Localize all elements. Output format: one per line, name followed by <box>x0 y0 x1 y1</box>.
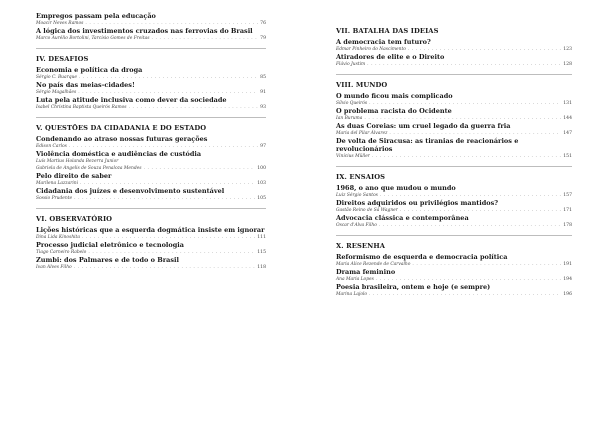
toc-section <box>336 235 572 298</box>
toc-section <box>336 166 572 229</box>
leader-dots <box>79 74 258 81</box>
entry-author: Gabriela de Angelis de Souza Penaloza Mendes <box>36 166 142 171</box>
page-number: 196 <box>563 292 572 297</box>
entry-author: Tiago Carneiro Rabelo <box>36 250 87 255</box>
entry-author: Vinícius Müller <box>336 154 370 159</box>
toc-section <box>36 208 266 271</box>
toc-section <box>336 74 572 160</box>
page-number: 85 <box>260 75 266 80</box>
entry-author: Gastão Reino de Sá Wagner <box>336 208 398 213</box>
entry-author-line <box>36 143 266 150</box>
leader-dots <box>78 89 258 96</box>
entry-title: Luta pela atitude inclusiva como dever da sociedade <box>36 96 227 104</box>
entry-author: Sérgio Magalhães <box>36 90 77 95</box>
entry-author-line <box>336 207 572 214</box>
entry-author-line <box>36 74 266 81</box>
toc-entry[interactable] <box>36 172 266 187</box>
page-number: 171 <box>563 208 572 213</box>
entry-author: Ana Maria Lopes <box>336 277 374 282</box>
section-divider <box>336 235 572 236</box>
page-number: 105 <box>257 196 266 201</box>
page-number: 123 <box>563 47 572 52</box>
leader-dots <box>69 143 258 150</box>
entry-author: Luís Martius Holanda Bezerra Junior <box>36 159 119 164</box>
entry-title: O problema racista do Ocidente <box>336 107 452 115</box>
entry-author: Isabel Christina Baptista Queirós Ramos <box>36 105 127 110</box>
leader-dots <box>369 291 561 298</box>
leader-dots <box>372 153 561 160</box>
entry-title: A lógica dos investimentos cruzados nas ferrovias do Brasil <box>36 27 253 35</box>
toc-section <box>36 117 266 202</box>
page-number: 103 <box>257 181 266 186</box>
page-number: 147 <box>563 131 572 136</box>
section-divider <box>36 48 266 49</box>
entry-author: Oscar d'Alva Filho <box>336 223 377 228</box>
entry-author-line <box>36 89 266 96</box>
leader-dots <box>380 192 561 199</box>
entry-author: Dina Lida Kinoshita <box>36 235 80 240</box>
leader-dots <box>408 46 561 53</box>
entry-author: Maria del Pilar Álvarez <box>336 131 388 136</box>
entry-author-line <box>36 20 266 27</box>
entry-title: Poesia brasileira, ontem e hoje (e sempre) <box>336 283 491 291</box>
entry-author-line <box>36 180 266 187</box>
toc-entry[interactable] <box>336 253 572 268</box>
entry-title: No país das meias-cidades! <box>36 81 135 89</box>
entry-author: Luiz Sérgio Santos <box>336 193 378 198</box>
toc-entry[interactable] <box>36 27 266 42</box>
section-title: IX. ENSAIOS <box>336 173 386 181</box>
entry-author: Sílvio Queirós <box>336 101 368 106</box>
entry-title: Reformismo de esquerda e democracia política <box>336 253 508 261</box>
page-number: 157 <box>563 193 572 198</box>
entry-author-line <box>36 234 266 241</box>
entry-author-line <box>336 46 572 53</box>
entry-title: Violência doméstica e audiências de custódia <box>36 150 202 158</box>
leader-dots <box>85 20 258 27</box>
entry-title: Economia e política da droga <box>36 66 143 74</box>
page-number: 91 <box>260 90 266 95</box>
section-title: VII. BATALHA DAS IDEIAS <box>336 27 439 35</box>
entry-title: Direitos adquiridos ou privilégios mantidos? <box>336 199 499 207</box>
toc-entry[interactable] <box>36 150 266 172</box>
leader-dots <box>400 207 561 214</box>
leader-dots <box>74 264 256 271</box>
entry-author: Maria Alice Rezende de Carvalho <box>336 262 411 267</box>
toc-entry[interactable] <box>36 81 266 96</box>
entry-author: Flávio Justim <box>336 62 366 67</box>
entry-title: Drama feminino <box>336 268 396 276</box>
section-title: IV. DESAFIOS <box>36 55 89 63</box>
toc-entry[interactable] <box>36 135 266 150</box>
page-number: 191 <box>563 262 572 267</box>
page-number: 111 <box>257 235 266 240</box>
toc-entry[interactable] <box>336 38 572 53</box>
section-title: X. RESENHA <box>336 242 386 250</box>
entry-author: Marina Lajolo <box>336 292 368 297</box>
leader-dots <box>369 100 561 107</box>
toc-entry[interactable] <box>36 96 266 111</box>
section-divider <box>336 74 572 75</box>
entry-author: Ian Buruma <box>336 116 363 121</box>
page-number: 194 <box>563 277 572 282</box>
toc-entry[interactable] <box>336 268 572 283</box>
entry-title: Zumbi: dos Palmares e de todo o Brasil <box>36 256 179 264</box>
entry-author: Sossio Prudente <box>36 196 73 201</box>
entry-author-line <box>36 249 266 256</box>
toc-entry[interactable] <box>336 137 572 160</box>
entry-title: Processo judicial eletrônico e tecnologia <box>36 241 184 249</box>
toc-entry[interactable] <box>336 283 572 298</box>
entry-author-line <box>336 222 572 229</box>
section-divider <box>36 117 266 118</box>
toc-entry[interactable] <box>336 199 572 214</box>
toc-section <box>36 48 266 111</box>
toc-entry[interactable] <box>336 184 572 199</box>
leader-dots <box>144 165 256 172</box>
entry-title: A democracia tem futuro? <box>336 38 431 46</box>
page-number: 118 <box>257 265 266 270</box>
leader-dots <box>88 249 255 256</box>
toc-entry[interactable] <box>336 214 572 229</box>
entry-author-line <box>336 192 572 199</box>
toc-entry[interactable] <box>36 256 266 271</box>
section-title: VIII. MUNDO <box>336 81 388 89</box>
entry-author-line <box>36 35 266 42</box>
toc-entry[interactable] <box>36 226 266 241</box>
entry-title: Lições históricas que a esquerda dogmática insiste em ignorar <box>36 226 265 234</box>
page-number: 79 <box>260 36 266 41</box>
entry-author-line <box>36 165 266 172</box>
page-number: 76 <box>260 21 266 26</box>
section-divider <box>36 208 266 209</box>
toc-entry[interactable] <box>336 122 572 137</box>
entry-title: Pelo direito de saber <box>36 172 112 180</box>
entry-author-line <box>36 158 266 165</box>
right-column <box>336 22 572 298</box>
entry-title: Cidadania dos juízes e desenvolvimento sustentável <box>36 187 225 195</box>
page-number: 100 <box>257 166 266 171</box>
entry-author: Sérgio C. Buarque <box>36 75 77 80</box>
leader-dots <box>151 35 258 42</box>
page-number: 128 <box>563 62 572 67</box>
entry-author-line <box>36 264 266 271</box>
entry-title: 1968, o ano que mudou o mundo <box>336 184 456 192</box>
entry-title: Advocacia clássica e contemporânea <box>336 214 469 222</box>
entry-author: Edmar Pinheiro do Nascimento <box>336 47 406 52</box>
page-number: 144 <box>563 116 572 121</box>
toc-entry[interactable] <box>36 241 266 256</box>
leader-dots <box>412 261 561 268</box>
section-title: V. QUESTÕES DA CIDADANIA E DO ESTADO <box>36 124 207 132</box>
section-title: VI. OBSERVATÓRIO <box>36 215 113 223</box>
entry-author-line <box>36 195 266 202</box>
leader-dots <box>74 195 255 202</box>
entry-author: Edison Carlos <box>36 144 67 149</box>
leader-dots <box>364 115 561 122</box>
entry-author-line <box>336 153 572 160</box>
toc-entry[interactable] <box>36 187 266 202</box>
left-column <box>36 12 266 271</box>
toc-section <box>336 27 572 68</box>
leader-dots <box>82 234 255 241</box>
entry-author-line <box>336 291 572 298</box>
entry-author: Marco Aurélio Bortolini, Tarcísio Gomes de Freitas <box>36 36 150 41</box>
entry-author: Marilena Lazzarini <box>36 181 78 186</box>
leader-dots <box>379 222 561 229</box>
entry-author-line <box>336 61 572 68</box>
entry-title: O mundo ficou mais complicado <box>336 92 453 100</box>
page-number: 93 <box>260 105 266 110</box>
toc-section <box>36 12 266 42</box>
entry-title: Empregos passam pela educação <box>36 12 156 20</box>
leader-dots <box>367 61 561 68</box>
leader-dots <box>376 276 561 283</box>
toc-entry[interactable] <box>36 12 266 27</box>
page-number: 115 <box>257 250 266 255</box>
entry-title: De volta de Siracusa: as tiranias de reacionários e revolucionários <box>336 137 519 153</box>
entry-author-line <box>336 276 572 283</box>
page-number: 97 <box>260 144 266 149</box>
leader-dots <box>80 180 255 187</box>
entry-title: As duas Coreias: um cruel legado da guerra fria <box>336 122 511 130</box>
section-divider <box>336 166 572 167</box>
entry-author: Ivan Alves Filho <box>36 265 72 270</box>
page-number: 131 <box>563 101 572 106</box>
toc-entry[interactable] <box>336 53 572 68</box>
page-number: 178 <box>563 223 572 228</box>
entry-author-line <box>336 130 572 137</box>
entry-title: Atiradores de elite e o Direito <box>336 53 445 61</box>
page-number: 151 <box>563 154 572 159</box>
toc-entry[interactable] <box>336 92 572 107</box>
entry-author-line <box>336 115 572 122</box>
leader-dots <box>129 104 259 111</box>
entry-title: Condenando ao atraso nossas futuras gerações <box>36 135 208 143</box>
leader-dots <box>389 130 561 137</box>
entry-author-line <box>336 261 572 268</box>
entry-author-line <box>336 100 572 107</box>
toc-entry[interactable] <box>36 66 266 81</box>
entry-author: Moacir Neves Ramos <box>36 21 84 26</box>
toc-entry[interactable] <box>336 107 572 122</box>
entry-author-line <box>36 104 266 111</box>
